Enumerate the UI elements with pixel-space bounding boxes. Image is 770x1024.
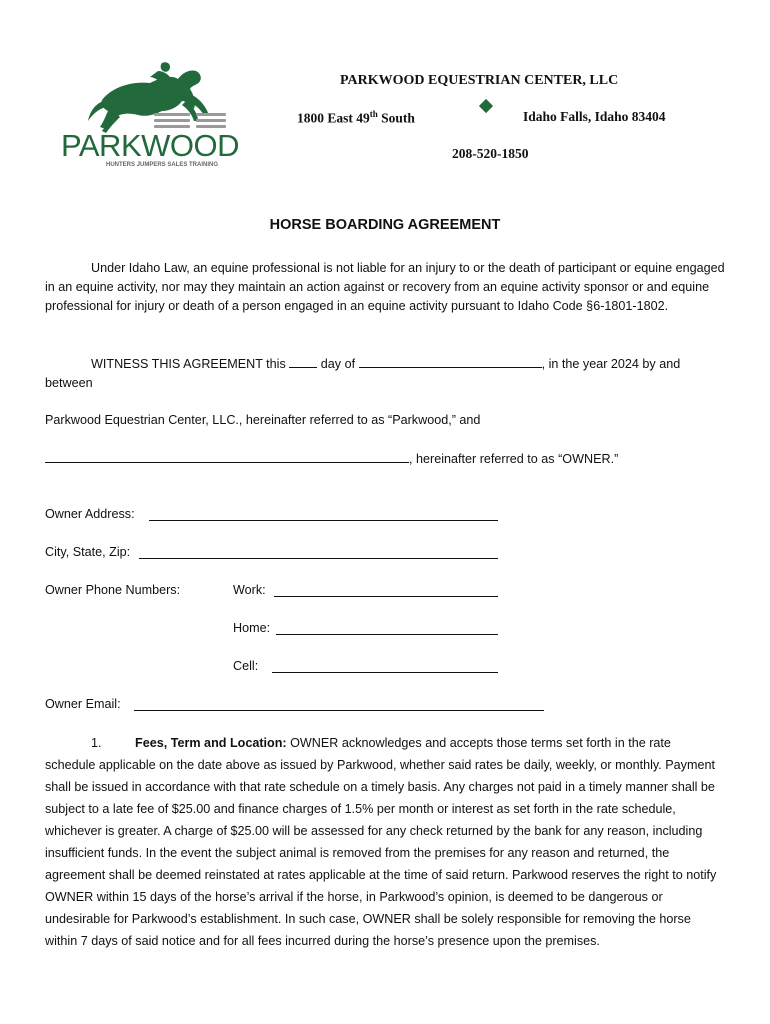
owner-party-line: , hereinafter referred to as “OWNER.” bbox=[45, 449, 725, 469]
work-phone-line[interactable] bbox=[274, 596, 498, 597]
owner-address-label: Owner Address: bbox=[45, 507, 135, 521]
owner-email-line[interactable] bbox=[134, 710, 544, 711]
witness-paragraph: WITNESS THIS AGREEMENT this day of , in the year 2024 by and between bbox=[45, 354, 725, 393]
parkwood-logo bbox=[50, 55, 250, 170]
horse-and-rider-icon bbox=[88, 62, 208, 133]
parkwood-party-line: Parkwood Equestrian Center, LLC., hereinafter referred to as “Parkwood,” and bbox=[45, 413, 481, 427]
company-name: PARKWOOD EQUESTRIAN CENTER, LLC bbox=[340, 73, 619, 88]
cell-phone-line[interactable] bbox=[272, 672, 498, 673]
owner-name-blank[interactable] bbox=[45, 449, 409, 463]
section-fees-term-location bbox=[45, 732, 717, 952]
section-heading: Fees, Term and Location: bbox=[135, 736, 287, 750]
section-body: OWNER acknowledges and accepts those terms set forth in the rate schedule applicable on the date above as issued by Parkwood, whether said rates be daily, weekly, or monthly. Payment shall be issued in accordance with that rate schedule on a timely basis. Any charges not paid in a timely manner shall be subject to a late fee of $25.00 and finance charges of 1.5% per month or interest as set forth in the rate schedule, whichever is greater. A charge of $25.00 will be assessed for any check returned by the bank for any reason, including insufficient funds. In the event the subject animal is removed from the premises for any reason and returned, the agreement shall be deemed reinstated at rates applicable at the time of said return. Parkwood reserves the right to notify OWNER within 15 days of the horse’s arrival if the horse, in Parkwood’s opinion, is deemed to be dangerous or undesirable for Parkwood’s establishment. In such case, OWNER shall be solely responsible for removing the horse within 7 days of said notice and for all fees incurred during the horse’s presence upon the premises. bbox=[45, 736, 717, 948]
logo-wordmark: PARKWOOD bbox=[61, 128, 239, 163]
jump-rails bbox=[154, 113, 226, 128]
month-blank[interactable] bbox=[359, 354, 542, 368]
owner-address-line[interactable] bbox=[149, 520, 498, 521]
owner-phone-label: Owner Phone Numbers: bbox=[45, 583, 181, 597]
street-address: 1800 East 49th South bbox=[297, 109, 415, 126]
page-title: HORSE BOARDING AGREEMENT bbox=[269, 217, 501, 233]
section-number: 1. bbox=[91, 736, 102, 750]
day-blank[interactable] bbox=[289, 354, 317, 368]
city-state-zip-line[interactable] bbox=[139, 558, 498, 559]
owner-email-label: Owner Email: bbox=[45, 697, 121, 711]
diamond-separator-icon bbox=[479, 99, 493, 113]
home-phone-label: Home: bbox=[233, 621, 271, 635]
city-state-zip-label: City, State, Zip: bbox=[45, 545, 131, 559]
city-state-zip: Idaho Falls, Idaho 83404 bbox=[523, 109, 666, 124]
logo-tagline: HUNTERS JUMPERS SALES TRAINING bbox=[105, 162, 219, 168]
company-phone: 208-520-1850 bbox=[452, 146, 529, 161]
work-phone-label: Work: bbox=[233, 583, 266, 597]
intro-paragraph: Under Idaho Law, an equine professional is not liable for an injury to or the death of participant or equine engaged in an equine activity, nor may they maintain an action against or recovery from an equine activity sponsor or and equine professional for injury or death of a person engaged in an equine activity pursuant to Idaho Code §6-1801-1802. bbox=[45, 261, 725, 313]
cell-phone-label: Cell: bbox=[233, 659, 259, 673]
home-phone-line[interactable] bbox=[276, 634, 498, 635]
